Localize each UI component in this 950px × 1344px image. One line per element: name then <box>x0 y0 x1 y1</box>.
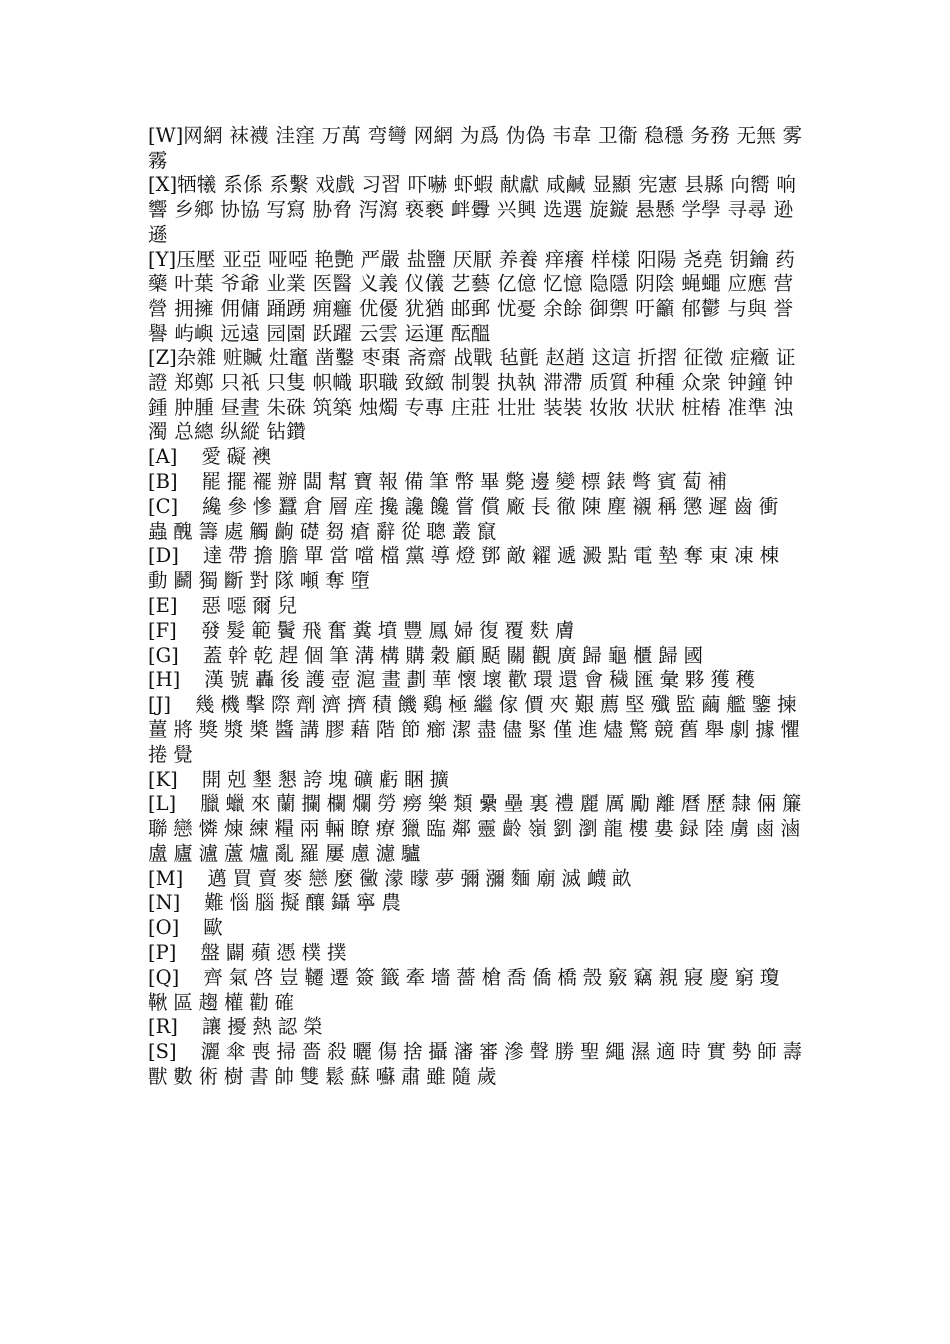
letter-group <box>148 544 808 594</box>
group-characters: 臘蠟來蘭攔欄爛勞癆樂類纍壘裏禮麗厲勵離曆歷隸倆簾聯戀憐煉練糧兩輛瞭療獵臨鄰靈齡嶺劉瀏龍樓婁録陸虜鹵滷盧廬瀘蘆爐亂羅屢慮濾驢 <box>148 792 808 865</box>
group-characters: 讓擾熱認榮 <box>201 1015 329 1039</box>
letter-group <box>148 173 808 247</box>
letter-group <box>148 619 808 644</box>
group-letter-label: [Q] <box>148 965 180 989</box>
group-letter-label: [G] <box>148 643 179 667</box>
letter-group <box>148 792 808 866</box>
group-characters: 開剋墾懇誇塊礦虧睏擴 <box>201 767 455 791</box>
group-letter-label: [J] <box>148 693 172 717</box>
letter-group <box>148 867 808 892</box>
letter-group <box>148 124 808 173</box>
group-characters: 杂雜 赃贓 灶竈 凿鑿 枣棗 斋齋 战戰 毡氈 赵趙 这這 折摺 征徵 症癥 证證 郑鄭 只衹 只隻 帜幟 职職 致緻 制製 执執 滞滯 质質 种種 众衆 钟鐘 钟鍾 肿腫 昼晝 朱硃 筑築 烛燭 专專 庄莊 壮壯 装裝 妆妝 状狀 桩樁 准準 浊濁 总總 纵縱 钻鑽 <box>148 346 796 444</box>
group-letter-label: [M] <box>148 866 184 890</box>
letter-group <box>148 445 808 470</box>
group-characters: 歐 <box>203 916 229 940</box>
group-characters: 灑傘喪掃嗇殺曬傷捨攝瀋審滲聲勝聖繩濕適時實勢師壽獸數術樹書帥雙鬆蘇囌肅雖隨歲 <box>148 1040 808 1089</box>
group-letter-label: [C] <box>148 494 179 518</box>
group-letter-label: [F] <box>148 618 177 642</box>
group-letter-label: [W] <box>148 124 184 147</box>
letter-group <box>148 966 808 1016</box>
group-letter-label: [D] <box>148 544 179 568</box>
character-list-page <box>148 124 808 1090</box>
group-characters: 罷擺襬辦闆幫寶報備筆幣畢斃邊變標錶彆賓蔔補 <box>201 469 733 493</box>
group-characters: 難惱腦擬釀鑷寧農 <box>204 891 407 915</box>
group-characters: 纔參慘蠶倉層産攙讒饞嘗償廠長徹陳塵襯稱懲遲齒衝蟲醜籌處觸齣礎芻瘡辭從聰叢竄 <box>148 494 785 543</box>
letter-group <box>148 470 808 495</box>
group-characters: 惡噁爾兒 <box>201 593 303 617</box>
letter-group <box>148 495 808 545</box>
group-characters: 网網 袜襪 洼窪 万萬 弯彎 网網 为爲 伪偽 韦韋 卫衞 稳穩 务務 无無 雾霧 <box>148 124 803 172</box>
group-letter-label: [X] <box>148 173 178 197</box>
letter-group <box>148 346 808 445</box>
group-characters: 幾機擊際劑濟擠積饑鷄極繼傢價夾艱薦堅殲監繭艦鑒揀薑將獎漿槳醬講膠藉階節癤潔盡儘緊僅進燼驚競舊舉劇據懼捲覺 <box>148 693 806 766</box>
group-letter-label: [A] <box>148 445 178 469</box>
group-characters: 压壓 亚亞 哑啞 艳艷 严嚴 盐鹽 厌厭 养養 痒癢 样樣 阳陽 尧堯 钥鑰 药藥 叶葉 爷爺 业業 医醫 义義 仪儀 艺藝 亿億 忆憶 隐隱 阴陰 蝇蠅 应應 营營 拥擁 佣傭 踊踴 痈癰 优優 犹猶 邮郵 忧憂 余餘 御禦 吁籲 郁鬱 与與 誉譽 屿嶼 远遠 园園 跃躍 云雲 运運 酝醞 <box>148 247 796 345</box>
letter-group <box>148 1040 808 1090</box>
group-characters: 愛礙襖 <box>201 445 278 469</box>
group-letter-label: [K] <box>148 767 178 791</box>
group-characters: 齊氣啓豈韆遷簽籤牽墻薔槍喬僑橋殼竅竊親寢慶窮瓊鞦區趨權勸確 <box>148 965 786 1014</box>
group-letter-label: [B] <box>148 469 178 493</box>
letter-group <box>148 768 808 793</box>
letter-group <box>148 916 808 941</box>
group-characters: 盤闢蘋憑樸撲 <box>200 941 353 965</box>
simplified-traditional-pairs-list <box>148 124 808 445</box>
letter-group <box>148 668 808 693</box>
group-letter-label: [H] <box>148 668 181 692</box>
letter-group <box>148 1015 808 1040</box>
letter-group <box>148 248 808 347</box>
group-letter-label: [O] <box>148 916 180 940</box>
group-letter-label: [E] <box>148 593 178 617</box>
group-characters: 邁買賣麥戀麼黴濛曚夢彌瀰麵廟滅衊畝 <box>207 866 638 890</box>
group-letter-label: [L] <box>148 792 177 816</box>
group-letter-label: [N] <box>148 891 181 915</box>
group-letter-label: [Z] <box>148 346 177 370</box>
letter-group <box>148 891 808 916</box>
group-characters: 漢號轟後護壺滬畫劃華懷壞歡環還會穢匯彙夥獲穫 <box>204 668 761 692</box>
group-characters: 牺犧 系係 系繫 戏戲 习習 吓嚇 虾蝦 献獻 咸鹹 显顯 宪憲 县縣 向嚮 响響 乡鄉 协協 写寫 胁脅 泻瀉 亵褻 衅釁 兴興 选選 旋鏇 悬懸 学學 寻尋 逊遜 <box>148 173 797 246</box>
group-letter-label: [Y] <box>148 247 177 271</box>
letter-group <box>148 693 808 767</box>
group-characters: 達帶擔膽單當噹檔黨導燈鄧敵糴遞澱點電墊奪東凍棟動鬬獨斷對隊噸奪墮 <box>148 544 785 593</box>
traditional-characters-list <box>148 445 808 1090</box>
letter-group <box>148 594 808 619</box>
letter-group <box>148 941 808 966</box>
group-letter-label: [P] <box>148 941 177 965</box>
group-letter-label: [R] <box>148 1015 178 1039</box>
group-characters: 蓋幹乾趕個筆溝構購穀顧颳關觀廣歸龜櫃歸國 <box>202 643 709 667</box>
group-characters: 發髮範鬢飛奮糞墳豐鳳婦復覆麩膚 <box>200 618 581 642</box>
group-letter-label: [S] <box>148 1040 177 1064</box>
letter-group <box>148 644 808 669</box>
